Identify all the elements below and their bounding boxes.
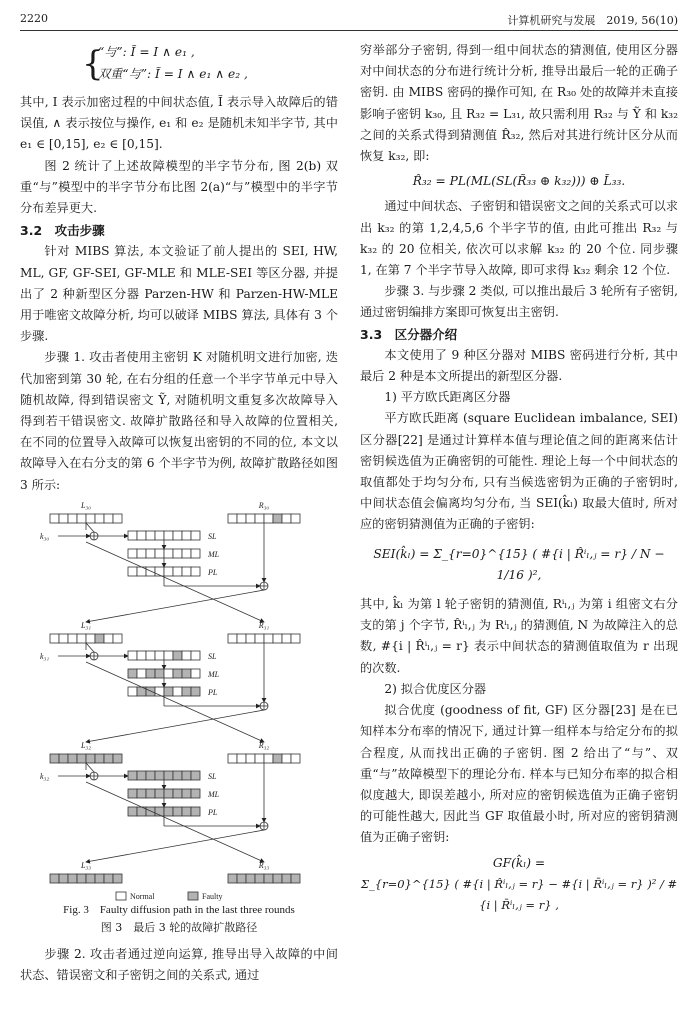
register-right-final-cell [255, 874, 264, 883]
right-paragraph-5: 平方欧氏距离 (square Euclidean imbalance, SEI) 区分器[22] 是通过计算样本值与理论值之间的距离来估计密钥候选值为正确密钥的可能性. 理论上每一个中间状态的取值都处于均匀分布, 只有当候选密钥为正确的子密钥时, 中间状态值会偏离均匀分布, 当 SEI(k̂ₗ) 取最大值时, 所对应的密钥猜测值为正确的子密钥: [360, 411, 678, 532]
register-ml-1-cell [128, 669, 137, 678]
register-left-2-cell [59, 754, 68, 763]
register-right-0-cell [228, 514, 237, 523]
label-L-1: L₃₁ [80, 620, 92, 630]
register-sl-0-cell [191, 531, 200, 540]
cross-wire [86, 590, 264, 622]
register-ml-2-cell [137, 789, 146, 798]
register-left-2-cell [104, 754, 113, 763]
label-R-1: R₃₁ [258, 620, 270, 630]
register-pl-0-cell [164, 567, 173, 576]
label-k-1: k₃₁ [40, 651, 50, 661]
register-right-final-cell [264, 874, 273, 883]
wire [86, 643, 94, 652]
register-right-final-cell [237, 874, 246, 883]
register-left-1-cell [104, 634, 113, 643]
register-pl-1-cell [173, 687, 182, 696]
register-right-1-cell [255, 634, 264, 643]
register-right-0-cell [246, 514, 255, 523]
register-sl-0-cell [164, 531, 173, 540]
register-pl-2-cell [173, 807, 182, 816]
register-right-0-cell [237, 514, 246, 523]
label-SL-0: SL [208, 531, 217, 541]
register-pl-1-cell [146, 687, 155, 696]
register-left-final-cell [50, 874, 59, 883]
register-ml-1-cell [164, 669, 173, 678]
register-right-1-cell [264, 634, 273, 643]
eq-double-and: 双重“与”: Ĩ = I ∧ e₁ ∧ e₂ , [98, 67, 248, 81]
register-right-1-cell [282, 634, 291, 643]
register-ml-2-cell [182, 789, 191, 798]
label-PL-1: PL [208, 687, 218, 697]
register-sl-2-cell [182, 771, 191, 780]
register-pl-2-cell [128, 807, 137, 816]
register-pl-2-cell [182, 807, 191, 816]
register-left-final-cell [95, 874, 104, 883]
right-paragraph-6: 其中, k̂ₗ 为第 l 轮子密钥的猜测值, Rⁱₗ,ⱼ 为第 i 组密文右分支的第 j 个字节, R̂ⁱₗ,ⱼ 为 Rⁱₗ,ⱼ 的猜测值, N 为故障注入的总数, #{i | R̂ⁱₗ,ⱼ = r} 表示中间状态的猜测值取值为 r 出现的次数. [360, 597, 678, 675]
register-left-1-cell [50, 634, 59, 643]
register-ml-2-cell [155, 789, 164, 798]
register-left-2-cell [68, 754, 77, 763]
register-left-1-cell [86, 634, 95, 643]
register-sl-2-cell [146, 771, 155, 780]
register-left-2-cell [86, 754, 95, 763]
register-sl-2-cell [164, 771, 173, 780]
legend-faulty-swatch [188, 892, 198, 900]
register-right-final-cell [273, 874, 282, 883]
label-L-2: L₃₂ [80, 740, 92, 750]
register-ml-0-cell [182, 549, 191, 558]
register-ml-1-cell [173, 669, 182, 678]
register-ml-2-cell [191, 789, 200, 798]
register-sl-2-cell [191, 771, 200, 780]
register-left-2-cell [50, 754, 59, 763]
register-pl-1-cell [182, 687, 191, 696]
left-paragraph-2: 图 2 统计了上述故障模型的半字节分布, 图 2(b) 双重“与”模型中的半字节分布比图 2(a)“与”模型中的半字节分布差异更大. [20, 158, 338, 216]
register-right-2-cell [291, 754, 300, 763]
register-sl-1-cell [173, 651, 182, 660]
label-L33: L₃₃ [80, 860, 92, 870]
register-sl-1-cell [182, 651, 191, 660]
register-left-0-cell [77, 514, 86, 523]
subsection-gf: 2) 拟合优度区分器 [384, 681, 487, 696]
register-right-2-cell [228, 754, 237, 763]
label-k-0: k₃₀ [40, 531, 50, 541]
register-left-final-cell [77, 874, 86, 883]
label-SL-1: SL [208, 651, 217, 661]
register-right-2-cell [273, 754, 282, 763]
register-ml-0-cell [137, 549, 146, 558]
label-ML-1: ML [208, 669, 220, 679]
register-sl-1-cell [137, 651, 146, 660]
legend-normal-label: Normal [130, 891, 155, 901]
label-R-2: R₃₂ [258, 740, 270, 750]
register-right-2-cell [246, 754, 255, 763]
register-pl-2-cell [146, 807, 155, 816]
register-left-2-cell [77, 754, 86, 763]
register-right-0-cell [264, 514, 273, 523]
register-ml-1-cell [146, 669, 155, 678]
register-sl-1-cell [191, 651, 200, 660]
register-ml-1-cell [137, 669, 146, 678]
subsection-sei: 1) 平方欧氏距离区分器 [384, 390, 511, 405]
right-column [360, 40, 678, 916]
register-left-1-cell [68, 634, 77, 643]
register-ml-0-cell [155, 549, 164, 558]
register-pl-2-cell [164, 807, 173, 816]
figure-3-caption-en: Fig. 3 Faulty diffusion path in the last three rounds [63, 903, 295, 916]
register-right-0-cell [282, 514, 291, 523]
register-ml-1-cell [155, 669, 164, 678]
register-right-2-cell [282, 754, 291, 763]
register-ml-1-cell [191, 669, 200, 678]
right-paragraph-1: 穷举部分子密钥, 得到一组中间状态的猜测值, 使用区分器对中间状态的分布进行统计分析, 推导出最后一轮的正确子密钥. 由 MIBS 密码的操作可知, 在 R₃₀ 处的故障并未直接影响子密钥 k₃₀, 且 R₃₂ = L₃₁, 故只需利用 R₃₂ 与 Ỹ 和 k₃₂ 之间的关系式得到猜测值 R̂₃₂, 然后对其进行统计区分从而恢复 k₃₂, 即: [360, 43, 678, 164]
left-column [20, 40, 338, 986]
left-paragraph-3: 针对 MIBS 算法, 本文验证了前人提出的 SEI, HW, ML, GF, GF-SEI, GF-MLE 和 MLE-SEI 等区分器, 并提出了 2 种新型区分器 Parzen-HW 和 Parzen-HW-MLE 用于唯密文故障分析, 均可以破译 MIBS 算法, 具体有 3 个步骤. [20, 244, 338, 344]
register-left-0-cell [104, 514, 113, 523]
register-ml-2-cell [128, 789, 137, 798]
register-pl-0-cell [191, 567, 200, 576]
register-right-1-cell [237, 634, 246, 643]
register-right-2-cell [264, 754, 273, 763]
equation-sei: SEI(k̂ₗ) = Σ_{r=0}^{15} ( #{i | R̂ⁱₗ,ⱼ = r} / N − 1/16 )², [373, 546, 665, 582]
label-k-2: k₃₂ [40, 771, 50, 781]
equation-gf-lhs: GF(k̂ₗ) = [492, 855, 546, 870]
header-rule [20, 30, 678, 31]
cross-wire [86, 830, 264, 862]
register-right-final-cell [228, 874, 237, 883]
register-left-2-cell [113, 754, 122, 763]
register-sl-0-cell [137, 531, 146, 540]
eq-and: “与”: Ĩ = I ∧ e₁ , [98, 45, 195, 59]
register-ml-0-cell [164, 549, 173, 558]
register-ml-0-cell [173, 549, 182, 558]
right-paragraph-4: 本文使用了 9 种区分器对 MIBS 密码进行分析, 其中最后 2 种是本文所提出的新型区分器. [360, 347, 678, 384]
register-sl-2-cell [128, 771, 137, 780]
register-sl-0-cell [182, 531, 191, 540]
right-paragraph-2: 通过中间状态、子密钥和错误密文之间的关系式可以求出 k₃₂ 的第 1,2,4,5,6 个半字节的值, 由此可推出 R₃₂ 与 k₃₂ 的 20 位相关, 依次可以求解 k₃₂ 的 20 个位. 同步骤 1, 在第 7 个半字节导入故障, 即可求得 k₃₂ 剩余 12 个位. [360, 199, 678, 278]
register-left-1-cell [59, 634, 68, 643]
register-left-1-cell [77, 634, 86, 643]
register-left-final-cell [59, 874, 68, 883]
label-ML-0: ML [208, 549, 220, 559]
register-left-1-cell [95, 634, 104, 643]
register-sl-0-cell [173, 531, 182, 540]
register-right-final-cell [246, 874, 255, 883]
fault-model-equations [82, 42, 338, 90]
register-right-0-cell [273, 514, 282, 523]
register-sl-0-cell [146, 531, 155, 540]
right-paragraph-7: 拟合优度 (goodness of fit, GF) 区分器[23] 是在已知样本分布率的情况下, 通过计算一组样本与给定分布的拟合程度, 从而找出正确的子密钥. 图 2 给出了“与”、双重“与”故障模型下的理论分布. 样本与已知分布率的拟合相似度越大, 即误差越小, 所对应的密钥候选值为正确子密钥的可能性越大, 因此当 GF 取值最小时, 所对应的密钥猜测值为正确子密钥: [360, 703, 678, 845]
register-left-final-cell [68, 874, 77, 883]
register-pl-1-cell [128, 687, 137, 696]
left-paragraph-1: 其中, I 表示加密过程的中间状态值, Ĩ 表示导入故障后的错误值, ∧ 表示按位与操作, e₁ 和 e₂ 是随机未知半字节, 其中 e₁ ∈ [0,15], e₂ ∈ [0,15]. [20, 95, 338, 152]
left-paragraph-5: 步骤 2. 攻击者通过逆向运算, 推导出导入故障的中间状态、错误密文和子密钥之间的关系式, 通过 [20, 946, 338, 983]
right-paragraph-3: 步骤 3. 与步骤 2 类似, 可以推出最后 3 轮所有子密钥, 通过密钥编排方案即可恢复出主密钥. [360, 284, 678, 320]
section-3-2-heading: 3.2 攻击步骤 [20, 223, 105, 239]
register-left-0-cell [113, 514, 122, 523]
register-right-1-cell [246, 634, 255, 643]
section-3-3-heading: 3.3 区分器介绍 [360, 326, 458, 342]
register-pl-0-cell [128, 567, 137, 576]
register-left-final-cell [86, 874, 95, 883]
register-sl-2-cell [137, 771, 146, 780]
register-left-2-cell [95, 754, 104, 763]
register-left-0-cell [68, 514, 77, 523]
register-ml-2-cell [164, 789, 173, 798]
register-ml-2-cell [146, 789, 155, 798]
register-left-0-cell [59, 514, 68, 523]
register-right-final-cell [282, 874, 291, 883]
fault-diffusion-diagram [20, 502, 338, 902]
register-right-1-cell [228, 634, 237, 643]
cross-wire [86, 710, 264, 742]
label-R33: R₃₃ [258, 860, 270, 870]
register-left-0-cell [86, 514, 95, 523]
label-PL-0: PL [208, 567, 218, 577]
register-pl-2-cell [191, 807, 200, 816]
legend-faulty-label: Faulty [202, 891, 223, 901]
register-sl-0-cell [155, 531, 164, 540]
equation-r32: R̂₃₂ = PL(ML(SL(R̃₃₃ ⊕ k₃₂))) ⊕ L̃₃₃. [412, 174, 626, 189]
label-SL-2: SL [208, 771, 217, 781]
register-right-0-cell [291, 514, 300, 523]
register-sl-2-cell [173, 771, 182, 780]
register-pl-1-cell [164, 687, 173, 696]
brace-glyph: { [82, 44, 104, 84]
label-L-0: L₃₀ [80, 501, 92, 510]
register-right-final-cell [291, 874, 300, 883]
register-sl-2-cell [155, 771, 164, 780]
register-left-final-cell [113, 874, 122, 883]
label-ML-2: ML [208, 789, 220, 799]
wire [86, 763, 94, 772]
figure-3 [20, 502, 338, 902]
register-right-1-cell [291, 634, 300, 643]
register-ml-0-cell [146, 549, 155, 558]
register-left-final-cell [104, 874, 113, 883]
register-sl-1-cell [128, 651, 137, 660]
label-R-0: R₃₀ [258, 501, 270, 510]
register-sl-1-cell [146, 651, 155, 660]
figure-3-caption-cn: 图 3 最后 3 轮的故障扩散路径 [100, 920, 258, 934]
register-ml-0-cell [128, 549, 137, 558]
register-right-2-cell [255, 754, 264, 763]
register-left-0-cell [50, 514, 59, 523]
register-right-0-cell [255, 514, 264, 523]
register-ml-1-cell [182, 669, 191, 678]
register-sl-0-cell [128, 531, 137, 540]
register-ml-2-cell [173, 789, 182, 798]
register-pl-0-cell [146, 567, 155, 576]
register-right-1-cell [273, 634, 282, 643]
register-pl-1-cell [191, 687, 200, 696]
register-left-0-cell [95, 514, 104, 523]
register-right-2-cell [237, 754, 246, 763]
register-left-1-cell [113, 634, 122, 643]
journal-info: 计算机研究与发展 2019, 56(10) [507, 14, 678, 27]
register-sl-1-cell [155, 651, 164, 660]
legend-normal-swatch [116, 892, 126, 900]
register-sl-1-cell [164, 651, 173, 660]
register-pl-0-cell [173, 567, 182, 576]
left-paragraph-4: 步骤 1. 攻击者使用主密钥 K 对随机明文进行加密, 迭代加密到第 30 轮, 在右分组的任意一个半字节单元中导入随机故障, 得到错误密文 Ỹ, 对随机明文重复多次故障导入得到若干错误密文. 故障扩散路径和导入故障的位置相关, 在不同的位置导入故障可以恢复出密钥的不同的位, 本文以故障导入在右分支的第 6 个半字节为例, 故障扩散路径如图 3 所示: [20, 350, 338, 492]
wire [86, 523, 94, 532]
register-pl-0-cell [182, 567, 191, 576]
label-PL-2: PL [208, 807, 218, 817]
equation-gf-rhs: Σ_{r=0}^{15} ( #{i | R̂ⁱₗ,ⱼ = r} − #{i | R̄ⁱₗ,ⱼ = r} )² / #{i | R̄ⁱₗ,ⱼ = r} , [360, 876, 678, 912]
page-number: 2220 [20, 12, 48, 25]
register-ml-0-cell [191, 549, 200, 558]
